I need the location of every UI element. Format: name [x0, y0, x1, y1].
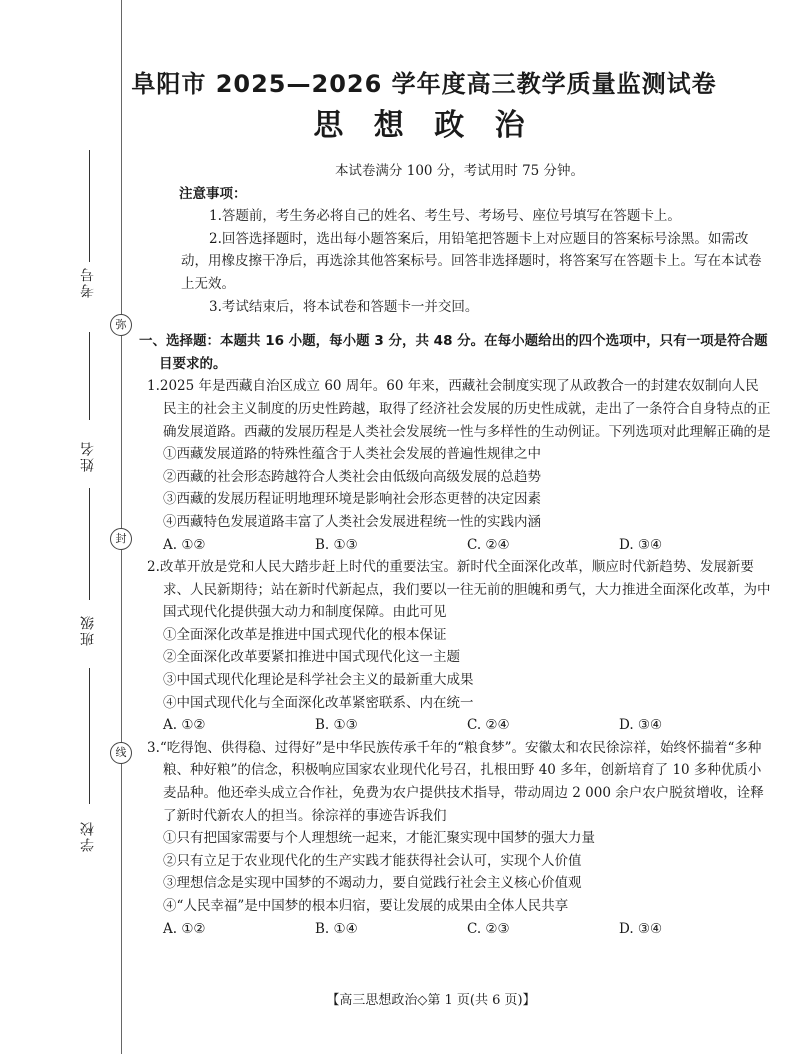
name-line	[89, 332, 90, 420]
notes-heading: 注意事项：	[179, 185, 247, 202]
choice-d: D. ③④	[619, 717, 663, 734]
class-line	[89, 488, 90, 600]
name-label: 姓名	[80, 440, 96, 472]
question-option: ②只有立足于农业现代化的生产实践才能获得社会认可，实现个人价值	[163, 852, 582, 869]
question-2	[147, 556, 772, 737]
question-stem: 3.“吃得饱、供得稳、过得好”是中华民族传承千年的“粮食梦”。安徽太和农民徐淙祥，始终怀揣着“多种粮、种好粮”的信念，积极响应国家农业现代化号召，扎根田野 40 多年，创新培育了 10 多种优质小麦品种。他还牵头成立合作社，免费为农户提供技术指导，带动周边 2 000 余户农户脱贫增收，诠释了新时代新农人的担当。徐淙祥的事迹告诉我们	[147, 739, 764, 824]
question-stem: 1.2025 年是西藏自治区成立 60 周年。60 年来，西藏社会制度实现了从政教合一的封建农奴制向人民民主的社会主义制度的历史性跨越，取得了经济社会发展的历史性成就，走出了一条符合自身特点的正确发展道路。西藏的发展历程是人类社会发展统一性与多样性的生动例证。下列选项对此理解正确的是	[147, 378, 771, 440]
binding-line	[121, 0, 122, 1054]
question-option: ②全面深化改革要紧扣推进中国式现代化这一主题	[163, 649, 460, 666]
exam-content	[139, 160, 772, 940]
question-option: ③理想信念是实现中国梦的不竭动力，要自觉践行社会主义核心价值观	[163, 875, 582, 892]
question-option: ①西藏发展道路的特殊性蕴含于人类社会发展的普遍性规律之中	[163, 446, 541, 463]
choice-d: D. ③④	[619, 536, 663, 553]
seal-feng: 封	[110, 528, 132, 550]
question-option: ④西藏特色发展道路丰富了人类社会发展进程统一性的实践内涵	[163, 513, 541, 530]
question-1	[147, 375, 772, 556]
choice-b: B. ①④	[315, 920, 358, 937]
class-label: 班级	[80, 614, 96, 646]
intro-text: 本试卷满分 100 分，考试用时 75 分钟。	[334, 163, 585, 179]
question-3	[147, 737, 772, 940]
choice-b: B. ①③	[315, 717, 358, 734]
choice-a: A. ①②	[163, 717, 206, 734]
note-item: 2.回答选择题时，选出每小题答案后，用铅笔把答题卡上对应题目的答案标号涂黑。如需改动，用橡皮擦干净后，再选涂其他答案标号。回答非选择题时，将答案写在答题卡上。写在本试卷上无效。	[181, 230, 762, 292]
school-label: 学校	[80, 820, 96, 852]
subject-title: 思 想 政 治	[313, 108, 535, 143]
answer-choices	[147, 714, 772, 737]
school-line	[89, 668, 90, 804]
section-heading: 一、选择题：本题共 16 小题，每小题 3 分，共 48 分。在每小题给出的四个选项中，只有一项是符合题目要求的。	[139, 333, 768, 372]
choice-c: C. ②③	[467, 920, 510, 937]
question-option: ②西藏的社会形态跨越符合人类社会由低级向高级发展的总趋势	[163, 468, 541, 485]
choice-a: A. ①②	[163, 536, 206, 553]
note-item: 1.答题前，考生务必将自己的姓名、考生号、考场号、座位号填写在答题卡上。	[209, 208, 681, 225]
question-option: ④“人民幸福”是中国梦的根本归宿，要让发展的成果由全体人民共享	[163, 898, 569, 914]
exam-title: 阜阳市 2025—2026 学年度高三教学质量监测试卷	[131, 70, 717, 98]
seal-xian: 线	[110, 742, 132, 764]
exam-number-line	[89, 150, 90, 262]
answer-choices	[147, 918, 772, 941]
page-footer: 【高三思想政治◇第 1 页(共 6 页)】	[326, 993, 536, 1008]
question-option: ①全面深化改革是推进中国式现代化的根本保证	[163, 626, 447, 643]
answer-choices	[147, 534, 772, 557]
question-option: ④中国式现代化与全面深化改革紧密联系、内在统一	[163, 694, 474, 711]
question-option: ①只有把国家需要与个人理想统一起来，才能汇聚实现中国梦的强大力量	[163, 830, 595, 847]
note-item: 3.考试结束后，将本试卷和答题卡一并交回。	[209, 298, 479, 315]
exam-number-label: 考号	[80, 266, 96, 298]
question-option: ③中国式现代化理论是科学社会主义的最新重大成果	[163, 672, 474, 689]
choice-c: C. ②④	[467, 717, 510, 734]
seal-mi: 弥	[110, 314, 132, 336]
choice-d: D. ③④	[619, 920, 663, 937]
choice-a: A. ①②	[163, 920, 206, 937]
question-option: ③西藏的发展历程证明地理环境是影响社会形态更替的决定因素	[163, 491, 541, 508]
choice-b: B. ①③	[315, 536, 358, 553]
question-stem: 2.改革开放是党和人民大踏步赶上时代的重要法宝。新时代全面深化改革，顺应时代新趋势、发展新要求、人民新期待；站在新时代新起点，我们要以一往无前的胆魄和勇气，大力推进全面深化改革，为中国式现代化提供强大动力和制度保障。由此可见	[147, 559, 771, 621]
choice-c: C. ②④	[467, 536, 510, 553]
